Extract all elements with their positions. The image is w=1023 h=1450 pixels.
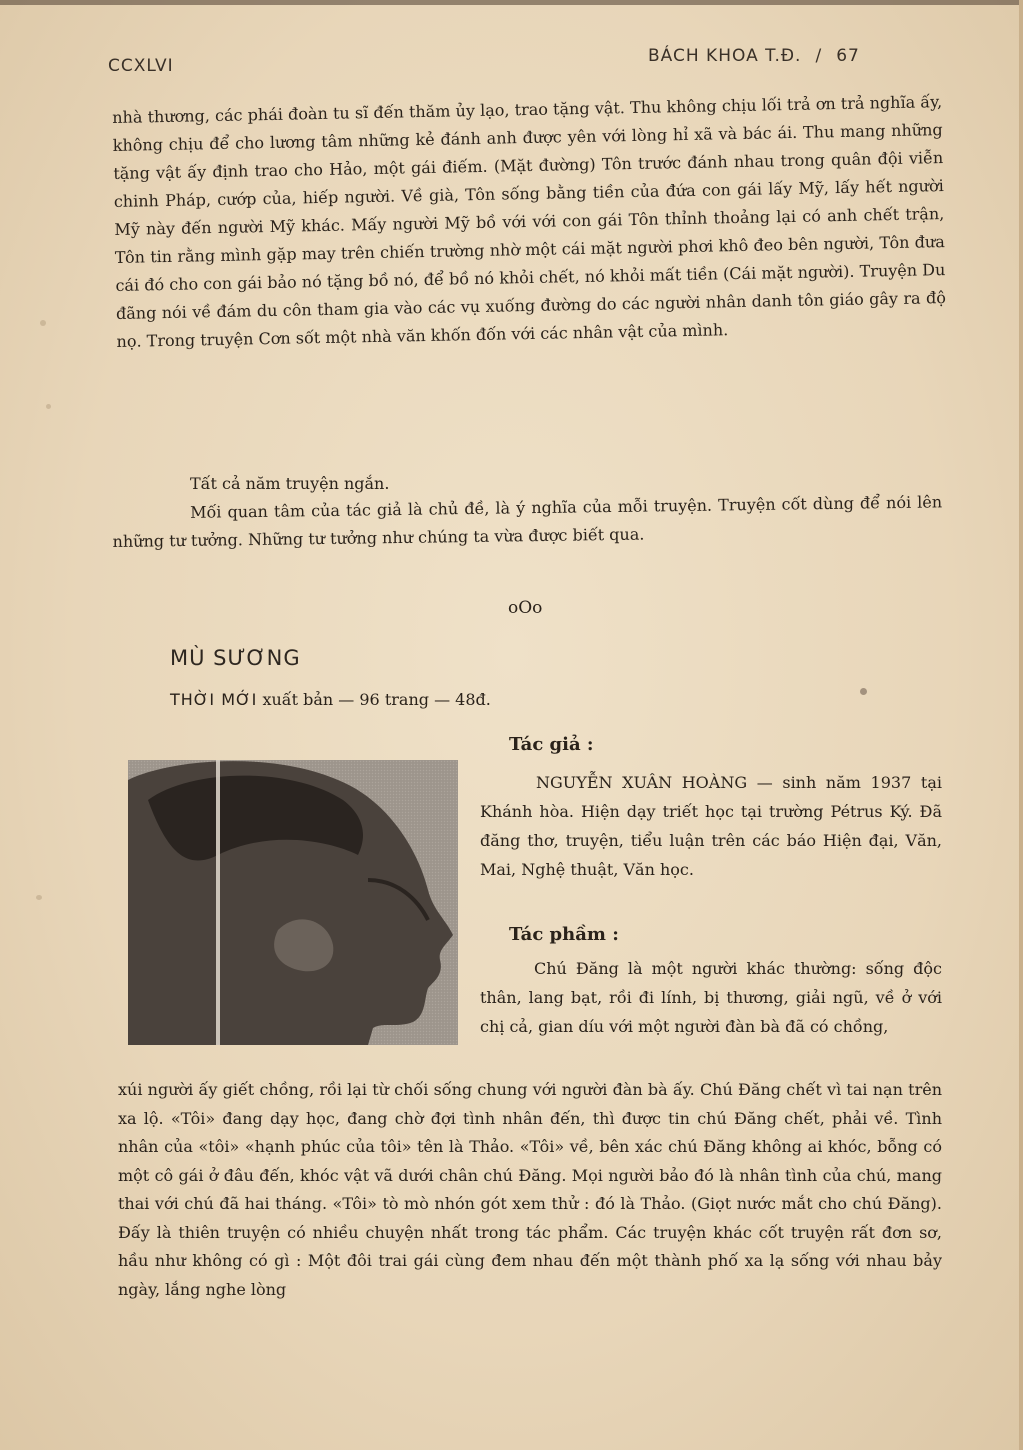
- price: 48đ.: [455, 690, 491, 709]
- page-number: 67: [836, 46, 860, 66]
- author-portrait: [128, 760, 458, 1045]
- journal-name: BÁCH KHOA T.Đ.: [648, 46, 802, 66]
- author-bio-text: NGUYỄN XUÂN HOÀNG — sinh năm 1937 tại Khánh hòa. Hiện dạy triết học tại trường Pétrus Ký. Đã đăng thơ, truyện, tiểu luận trên các báo Hiện đại, Văn, Mai, Nghệ thuật, Văn học.: [480, 773, 942, 879]
- pub-label: xuất bản: [262, 690, 334, 709]
- work-summary-continued: [118, 1076, 942, 1304]
- running-header: [648, 46, 860, 66]
- page-edge: [1019, 0, 1023, 1450]
- paragraph-text: Tất cả năm truyện ngắn.: [190, 474, 390, 493]
- review-paragraph-1: [112, 88, 947, 356]
- work-heading: Tác phầm :: [509, 924, 619, 945]
- page-count: 96 trang: [359, 690, 429, 709]
- top-edge-line: [0, 0, 1023, 5]
- paragraph-text: Mối quan tâm của tác giả là chủ đề, là ý nghĩa của mỗi truyện. Truyện cốt dùng để nói lên những tư tưởng. Những tư tưởng như chúng ta vừa được biết qua.: [112, 492, 943, 551]
- pub-dash: —: [338, 690, 355, 709]
- book-title: MÙ SƯƠNG: [170, 646, 301, 670]
- pub-dash: —: [434, 690, 451, 709]
- header-separator: /: [815, 46, 823, 66]
- author-bio: [480, 768, 942, 884]
- author-heading: Tác giả :: [509, 734, 594, 755]
- paragraph-text: nhà thương, các phái đoàn tu sĩ đến thăm ủy lạo, trao tặng vật. Thu không chịu lối trả ơn trả nghĩa ấy, không chịu để cho lương tâm những kẻ đánh anh được yên với lòng hỉ xã và bác ái. Thu mang những tặng vật ấy định trao cho Hảo, một gái điếm. (Mặt đường) Tôn trước đánh nhau trong quân đội viễn chinh Pháp, cướp của, hiếp người. Về già, Tôn sống bằng tiền của đứa con gái lấy Mỹ, lấy hết người Mỹ này đến người Mỹ khác. Mấy người Mỹ bồ với với con gái Tôn thỉnh thoảng lại có anh chết trận, Tôn tin rằng mình gặp may trên chiến trường nhờ một cái mặt người phơi khô đeo bên người, Tôn đưa cái đó cho con gái bảo nó tặng bồ nó, để bồ nó khỏi chết, nó khỏi mất tiền (Cái mặt người). Truyện Du đãng nói về đám du côn tham gia vào các vụ xuống đường do các người nhân danh tôn giáo gây ra độ nọ. Trong truyện Cơn sốt một nhà văn khốn đốn với các nhân vật của mình.: [112, 92, 947, 351]
- paper-spot: [36, 895, 42, 900]
- publication-info: [170, 690, 491, 709]
- portrait-image: [128, 760, 458, 1045]
- paper-spot: [40, 320, 46, 326]
- paper-spot: [860, 688, 867, 695]
- paper-spot: [46, 404, 51, 409]
- work-summary-text: Chú Đăng là một người khác thường: sống độc thân, lang bạt, rồi đi lính, bị thương, giải ngũ, về ở với chị cả, gian díu với một người đàn bà đã có chồng,: [480, 959, 942, 1036]
- paragraph-text: xúi người ấy giết chồng, rồi lại từ chối sống chung với người đàn bà ấy. Chú Đăng chết vì tai nạn trên xa lộ. «Tôi» đang dạy học, đang chờ đợi tình nhân đến, thì được tin chú Đăng chết, phải về. Tình nhân của «tôi» «hạnh phúc của tôi» tên là Thảo. «Tôi» về, bên xác chú Đăng không ai khóc, bỗng có một cô gái ở đâu đến, khóc vật vã dưới chân chú Đăng. Mọi người bảo đó là nhân tình của chú, mang thai với chú đã hai tháng. «Tôi» tò mò nhón gót xem thử : đó là Thảo. (Giọt nước mắt cho chú Đăng). Đấy là thiên truyện có nhiều chuyện nhất trong tác phẩm. Các truyện khác cốt truyện rất đơn sơ, hầu như không có gì : Một đôi trai gái cùng đem nhau đến một thành phố xa lạ sống với nhau bảy ngày, lắng nghe lòng: [118, 1080, 942, 1299]
- publisher: THỜI MỚI: [170, 690, 258, 709]
- review-paragraph-3: [112, 488, 943, 556]
- work-summary-column: [480, 954, 942, 1041]
- section-divider: oOo: [508, 598, 543, 618]
- roman-page-number: CCXLVI: [108, 56, 174, 76]
